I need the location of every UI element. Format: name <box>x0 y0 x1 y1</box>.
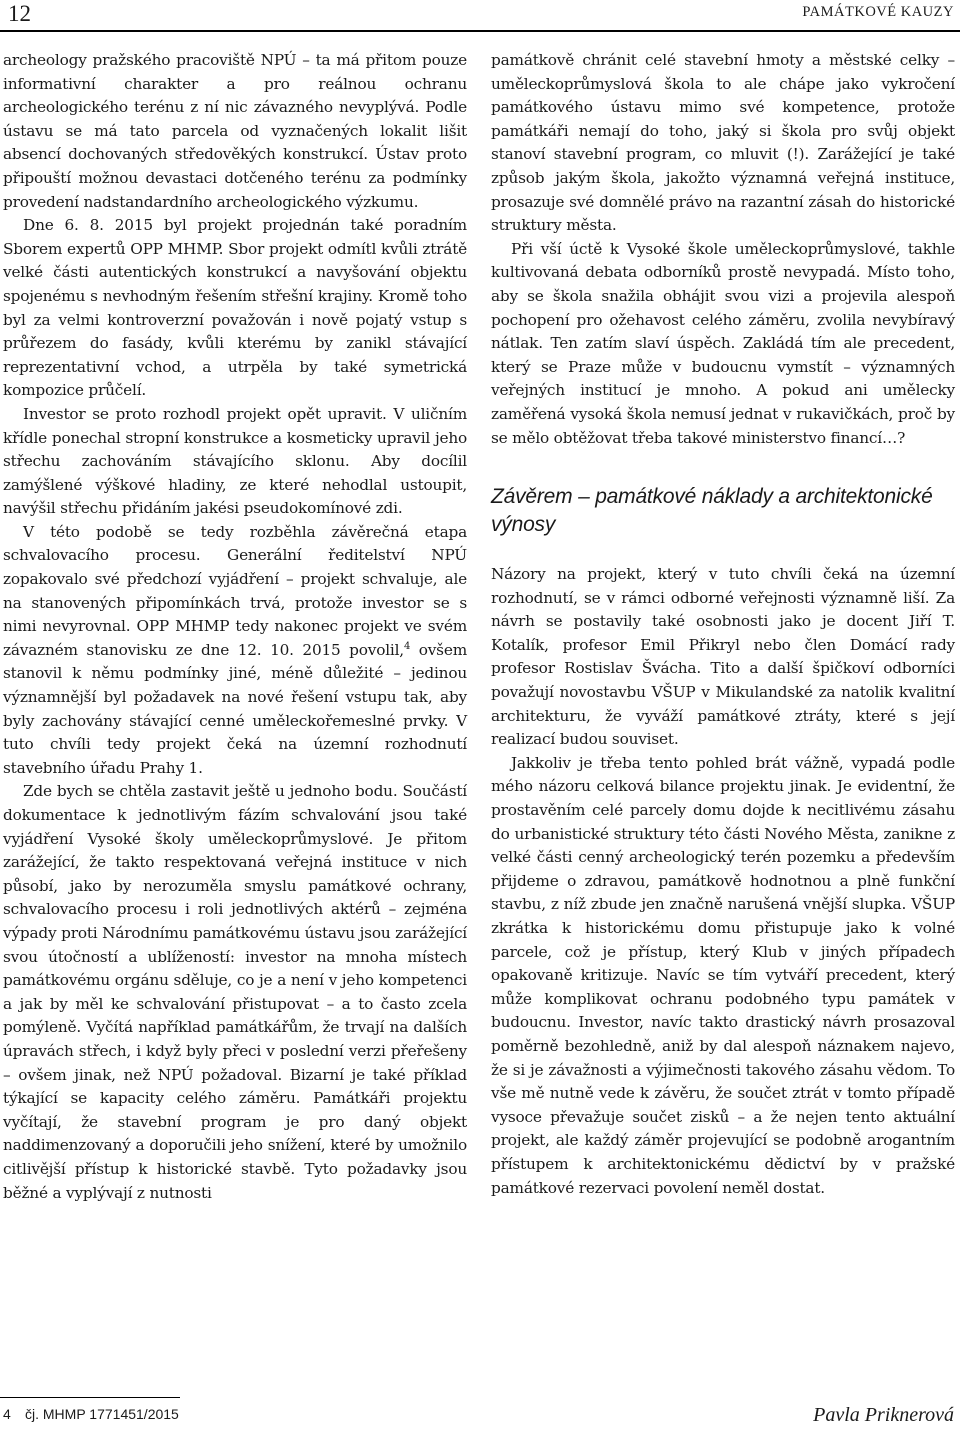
page-number: 12 <box>8 1 31 26</box>
footnote-rule <box>0 1397 180 1398</box>
paragraph: Dne 6. 8. 2015 byl projekt projednán také poradním Sborem expertů OPP MHMP. Sbor projekt odmítl kvůli ztrátě velké části autentických konstrukcí a navyšování objektu spojenému s nevhodným řešením střešní krajiny. Kromě toho byl za velmi kontroverzní považován i nově pojatý vstup s průřezem do fasády, kvůli kterému by zanikl stávající reprezentativní vchod, a utrpěla by také symetrická kompozice průčelí. <box>3 216 467 400</box>
paragraph: archeology pražského pracoviště NPÚ – ta má přitom pouze informativní charakter a pro reálnou ochranu archeologického terénu z ní nic závazného nevyplývá. Podle ústavu se má tato parcela od vyznačených lokalit lišit absencí dochovaných středověkých konstrukcí. Ústav proto připouští možnou devastaci dotčeného terénu za podmínky provedení nadstandardního archeologického výzkumu. <box>3 51 467 211</box>
paragraph-text: ovšem stanovil k němu podmínky jiné, méně důležité – jedinou významnější byl požadavek na nové řešení vstupu tak, aby byly zachovány stávající cenné uměleckořemeslné prvky. V tuto chvíli tedy projekt čeká na územní rozhodnutí stavebního úřadu Prahy 1. <box>3 640 467 777</box>
section-heading: Závěrem – památkové náklady a architektonické výnosy <box>491 485 933 537</box>
footnote-reference[interactable]: 4 <box>403 640 411 652</box>
right-column <box>491 49 955 1200</box>
author-signature: Pavla Priknerová <box>813 1404 954 1426</box>
paragraph: Při vší úctě k Vysoké škole uměleckoprůmyslové, takhle kultivovaná debata odborníků prostě nevypadá. Místo toho, aby se škola snažila obhájit svou vizi a projevila alespoň pochopení pro ožehavost celého záměru, zvolila nevybíravý nátlak. Ten zatím slaví úspěch. Zakládá tím ale precedent, který se Praze může v budoucnu vymstít – významných veřejných institucí je mnoho. A pokud ani umělecky zaměřená vysoká škola nemusí jednat v rukavičkách, proč by se mělo obtěžovat třeba takové ministerstvo financí…? <box>491 239 955 447</box>
paragraph: Názory na projekt, který v tuto chvíli čeká na územní rozhodnutí, se v rámci odborné veřejnosti významně liší. Za návrh se postavily také osobnosti jako je docent Jiří T. Kotalík, profesor Emil Přikryl nebo člen Domácí rady profesor Rostislav Švácha. Tito a další špičkoví odborníci považují novostavbu VŠUP v Mikulandské za natolik kvalitní architekturu, že vyváží památkové ztráty, které s její realizací budou souviset. <box>491 565 955 749</box>
paragraph <box>3 521 467 781</box>
running-header: PAMÁTKOVÉ KAUZY <box>802 4 954 20</box>
left-column <box>3 49 467 1205</box>
paragraph: Jakkoliv je třeba tento pohled brát vážně, vypadá podle mého názoru celková bilance projektu jinak. Je evidentní, že prostavěním celé parcely domu dojde k necitlivému zásahu do urbanistické struktury této části Nového Města, zanikne z velké části cenný archeologický terén pozemku a především přijdeme o zdravou, památkově hodnotnou a plně funkční stavbu, z níž zbude jen značně narušená vnější slupka. VŠUP zkrátka k historickému domu přistupuje jako k volné parcele, což je přístup, který Klub v jiných případech opakovaně kritizuje. Navíc se tím vytváří precedent, který může komplikovat ochranu podobného typu památek v budoucnu. Investor, navíc takto drastický návrh prosazoval poměrně bezohledně, aniž by dal alespoň náznakem najevo, že si je závažnosti a výjimečnosti takového zásahu vědom. To vše mě nutně vede k závěru, že součet ztrát v tomto případě vysoce převažuje součet zisků – a že nejen tento aktuální projekt, ale každý záměr projevující se podobně arogantním přístupem k architektonickému dědictví by v pražské památkové rezervaci povolení neměl dostat. <box>491 753 955 1197</box>
header-rule <box>0 30 960 32</box>
footnote-number: 4 <box>3 1406 11 1422</box>
paragraph-text: V této podobě se tedy rozběhla závěrečná etapa schvalovacího procesu. Generální ředitelství NPÚ zopakovalo své předchozí vyjádření – projekt schvaluje, ale na stanovených připomínkách trvá, protože investor se s nimi nevyrovnal. OPP MHMP tedy nakonec projekt ve svém závazném stanovisku ze dne 12. 10. 2015 povolil, <box>3 522 467 659</box>
paragraph: památkově chránit celé stavební hmoty a městské celky – uměleckoprůmyslová škola to ale chápe jako vykročení památkového ústavu mimo své kompetence, protože památkáři nemají do toho, jaký si škola pro svůj objekt stanoví stavební program, co mluvit (!). Zarážející je také způsob jakým škola, jakožto významná veřejná instituce, prosazuje své domnělé právo na razantní zásah do historické struktury města. <box>491 51 955 235</box>
footnote-text: čj. MHMP 1771451/2015 <box>25 1406 179 1422</box>
footnote <box>3 1404 179 1424</box>
paragraph: Zde bych se chtěla zastavit ještě u jednoho bodu. Součástí dokumentace k jednotlivým fázím schvalování jsou také vyjádření Vysoké školy uměleckoprůmyslové. Je přitom zarážející, že takto respektovaná veřejná instituce v nich působí, jako by nerozuměla smyslu památkové ochrany, schvalovacího procesu i roli jednotlivých aktérů – zejména výpady proti Národnímu památkovému ústavu jsou zarážející svou útočností a ublížeností: investor na mnoha místech památkovému orgánu sděluje, co je a není v jeho kompetenci a jak by měl ke schvalování přistupovat – a to často zcela pomýleně. Vyčítá například památkářům, že trvají na dalších úpravách střech, i když byly přeci v poslední verzi přeřešeny – ovšem jinak, než NPÚ požadoval. Bizarní je také příklad týkající se kapacity celého záměru. Památkáři projektu vyčítají, že stavební program je pro daný objekt naddimenzovaný a doporučili jeho snížení, které by umožnilo citlivější přístup k historické stavbě. Tyto požadavky jsou běžné a vyplývají z nutnosti <box>3 782 467 1202</box>
paragraph: Investor se proto rozhodl projekt opět upravit. V uličním křídle ponechal stropní konstrukce a kosmeticky upravil jeho střechu zachováním stávajícího sklonu. Aby docílil zamýšlené výškové hladiny, ze které nehodlal ustoupit, navýšil střechu přidáním jakési pseudokomínové zdi. <box>3 404 467 518</box>
